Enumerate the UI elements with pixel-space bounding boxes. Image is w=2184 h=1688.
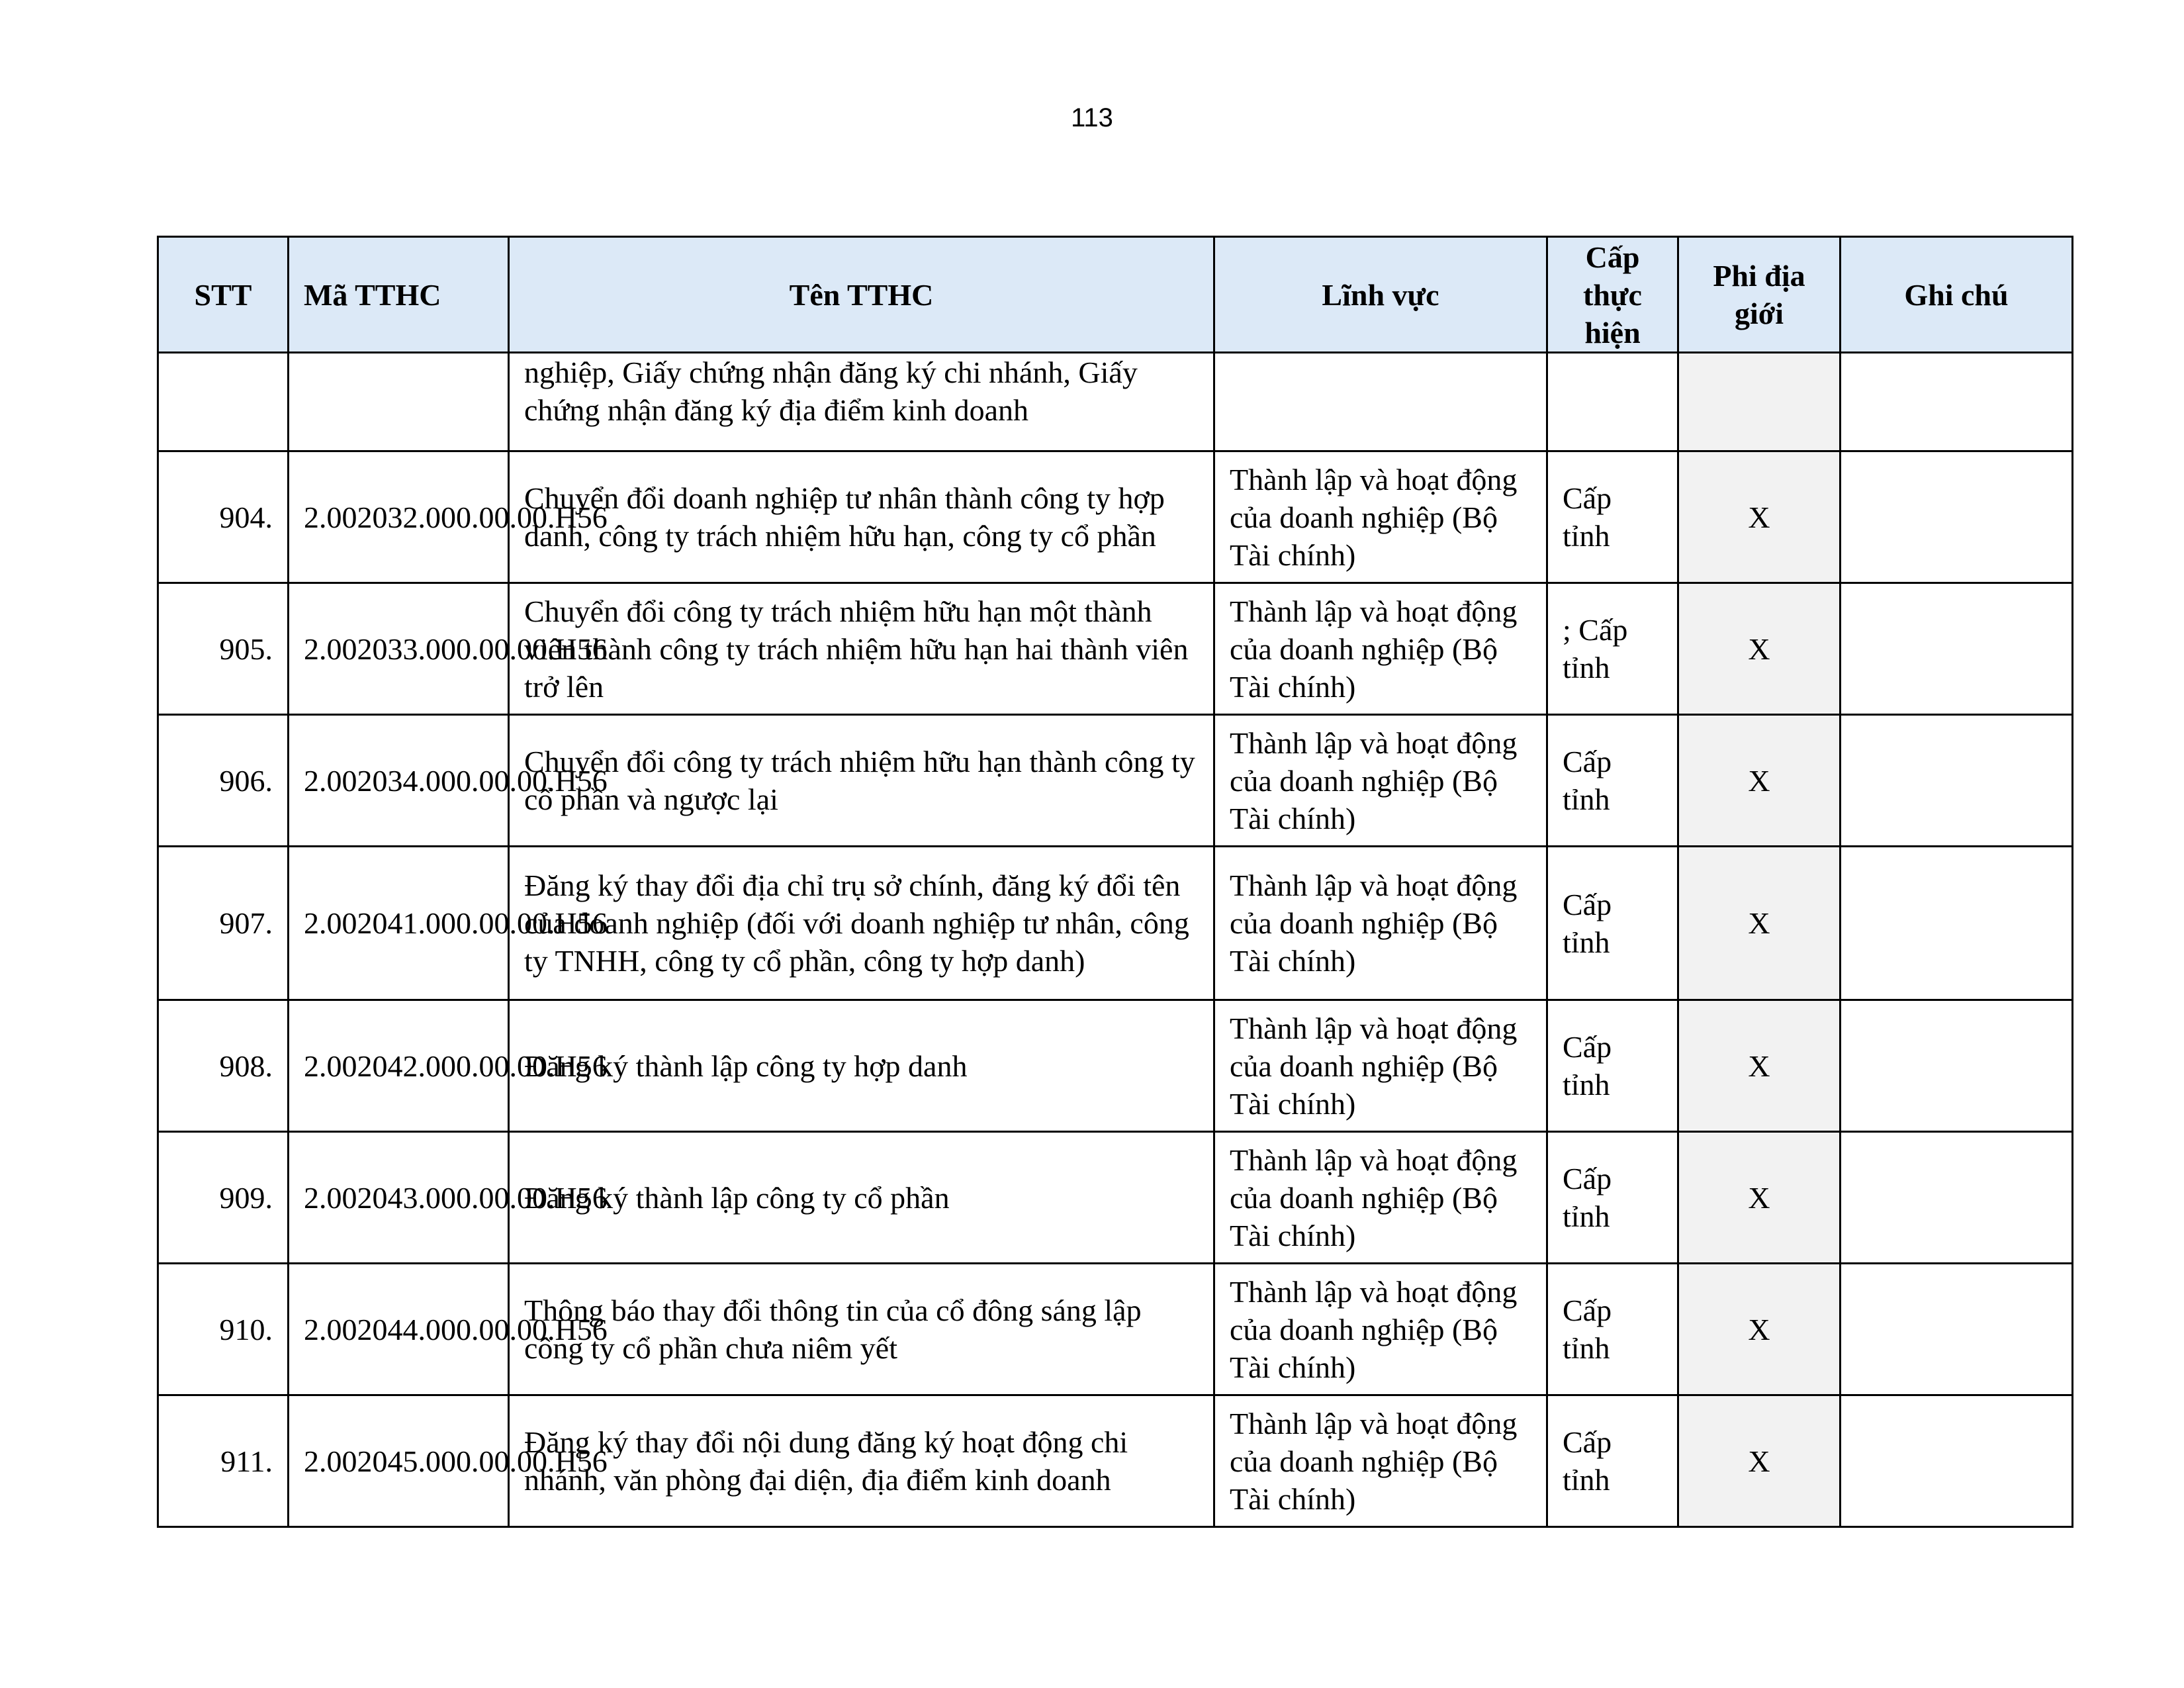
cell-nonbound: X [1678, 847, 1841, 1000]
header-row [158, 237, 2073, 353]
cell-name: Đăng ký thay đổi địa chỉ trụ sở chính, đăng ký đổi tên của doanh nghiệp (đối với doanh nghiệp tư nhân, công ty TNHH, công ty cổ phần, công ty hợp danh) [509, 847, 1214, 1000]
cell-code: 2.002032.000.00.00.H56 [289, 451, 509, 583]
header-note: Ghi chú [1841, 237, 2073, 353]
cell-code: 2.002043.000.00.00.H56 [289, 1132, 509, 1264]
cell-stt: 906. [158, 715, 289, 847]
cell-name: Chuyển đổi công ty trách nhiệm hữu hạn thành công ty cổ phần và ngược lại [509, 715, 1214, 847]
cell-stt: 908. [158, 1000, 289, 1132]
cell-note [1841, 847, 2073, 1000]
page-number: 113 [1071, 103, 1113, 132]
cell-field: Thành lập và hoạt động của doanh nghiệp (Bộ Tài chính) [1214, 583, 1547, 715]
cell-stt [158, 353, 289, 451]
table-row [158, 847, 2073, 1000]
cell-level: Cấp tỉnh [1547, 715, 1678, 847]
cell-code: 2.002041.000.00.00.H56 [289, 847, 509, 1000]
cell-stt: 909. [158, 1132, 289, 1264]
cell-note [1841, 1000, 2073, 1132]
cell-note [1841, 1395, 2073, 1527]
cell-name: Đăng ký thay đổi nội dung đăng ký hoạt động chi nhánh, văn phòng đại diện, địa điểm kinh doanh [509, 1395, 1214, 1527]
header-nonbound: Phi địa giới [1678, 237, 1841, 353]
cell-nonbound: X [1678, 1000, 1841, 1132]
procedures-table [157, 236, 2073, 1528]
cell-stt: 910. [158, 1264, 289, 1395]
cell-level: ; Cấp tỉnh [1547, 583, 1678, 715]
cell-stt: 904. [158, 451, 289, 583]
cell-note [1841, 1132, 2073, 1264]
cell-level [1547, 353, 1678, 451]
cell-note [1841, 353, 2073, 451]
table-row-continuation [158, 353, 2073, 451]
cell-code: 2.002045.000.00.00.H56 [289, 1395, 509, 1527]
cell-level: Cấp tỉnh [1547, 1132, 1678, 1264]
cell-name: Đăng ký thành lập công ty cổ phần [509, 1132, 1214, 1264]
cell-field: Thành lập và hoạt động của doanh nghiệp (Bộ Tài chính) [1214, 715, 1547, 847]
cell-stt: 905. [158, 583, 289, 715]
cell-name: Chuyển đổi doanh nghiệp tư nhân thành công ty hợp danh, công ty trách nhiệm hữu hạn, công ty cổ phần [509, 451, 1214, 583]
header-code: Mã TTHC [289, 237, 509, 353]
header-name: Tên TTHC [509, 237, 1214, 353]
cell-nonbound: X [1678, 1264, 1841, 1395]
cell-field [1214, 353, 1547, 451]
cell-name: Chuyển đổi công ty trách nhiệm hữu hạn một thành viên thành công ty trách nhiệm hữu hạn hai thành viên trở lên [509, 583, 1214, 715]
cell-code [289, 353, 509, 451]
cell-code: 2.002034.000.00.00.H56 [289, 715, 509, 847]
cell-level: Cấp tỉnh [1547, 1000, 1678, 1132]
cell-note [1841, 1264, 2073, 1395]
table-row [158, 1264, 2073, 1395]
cell-field: Thành lập và hoạt động của doanh nghiệp (Bộ Tài chính) [1214, 1264, 1547, 1395]
cell-level: Cấp tỉnh [1547, 1395, 1678, 1527]
cell-field: Thành lập và hoạt động của doanh nghiệp (Bộ Tài chính) [1214, 847, 1547, 1000]
cell-note [1841, 583, 2073, 715]
table-row [158, 583, 2073, 715]
cell-name: Đăng ký thành lập công ty hợp danh [509, 1000, 1214, 1132]
cell-nonbound: X [1678, 715, 1841, 847]
cell-level: Cấp tỉnh [1547, 847, 1678, 1000]
cell-field: Thành lập và hoạt động của doanh nghiệp (Bộ Tài chính) [1214, 1132, 1547, 1264]
cell-name: Thông báo thay đổi thông tin của cổ đông sáng lập công ty cổ phần chưa niêm yết [509, 1264, 1214, 1395]
cell-field: Thành lập và hoạt động của doanh nghiệp (Bộ Tài chính) [1214, 1000, 1547, 1132]
cell-nonbound: X [1678, 1395, 1841, 1527]
table-body [158, 353, 2073, 1527]
header-field: Lĩnh vực [1214, 237, 1547, 353]
cell-stt: 907. [158, 847, 289, 1000]
cell-name: nghiệp, Giấy chứng nhận đăng ký chi nhánh, Giấy chứng nhận đăng ký địa điểm kinh doanh [509, 353, 1214, 451]
cell-nonbound [1678, 353, 1841, 451]
cell-note [1841, 451, 2073, 583]
cell-note [1841, 715, 2073, 847]
table-row [158, 451, 2073, 583]
cell-nonbound: X [1678, 451, 1841, 583]
table-row [158, 1000, 2073, 1132]
cell-nonbound: X [1678, 1132, 1841, 1264]
cell-level: Cấp tỉnh [1547, 451, 1678, 583]
header-stt: STT [158, 237, 289, 353]
cell-field: Thành lập và hoạt động của doanh nghiệp (Bộ Tài chính) [1214, 451, 1547, 583]
cell-code: 2.002042.000.00.00.H56 [289, 1000, 509, 1132]
table-row [158, 715, 2073, 847]
cell-level: Cấp tỉnh [1547, 1264, 1678, 1395]
cell-code: 2.002033.000.00.00.H56 [289, 583, 509, 715]
cell-field: Thành lập và hoạt động của doanh nghiệp (Bộ Tài chính) [1214, 1395, 1547, 1527]
header-level: Cấp thực hiện [1547, 237, 1678, 353]
cell-nonbound: X [1678, 583, 1841, 715]
table-header [158, 237, 2073, 353]
table-row [158, 1132, 2073, 1264]
cell-code: 2.002044.000.00.00.H56 [289, 1264, 509, 1395]
table-row [158, 1395, 2073, 1527]
cell-stt: 911. [158, 1395, 289, 1527]
